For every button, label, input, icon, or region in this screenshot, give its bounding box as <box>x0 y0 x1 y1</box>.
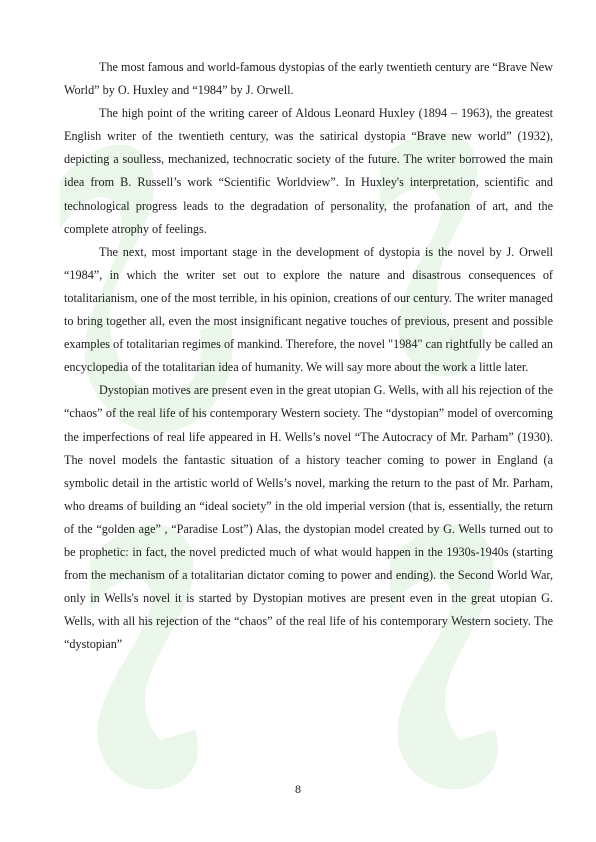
paragraph-wells: Dystopian motives are present even in the great utopian G. Wells, with all his rejection of the “chaos” of the real life of his contemporary Western society. The “dystopian” model of overcoming the imperfections of real life appeared in H. Wells’s novel “The Autocracy of Mr. Parham” (1930). The novel models the fantastic situation of a history teacher coming to power in England (a symbolic detail in the artistic world of Wells’s novel, marking the return to the past of Mr. Parham, who dreams of building an “ideal society” in the old imperial version (that is, essentially, the return of the “golden age” , “Paradise Lost”) Alas, the dystopian model created by G. Wells turned out to be prophetic: in fact, the novel predicted much of what would happen in the 1930s-1940s (starting from the mechanism of a totalitarian dictator coming to power and ending). the Second World War, only in Wells's novel it is started by Dystopian motives are present even in the great utopian G. Wells, with all his rejection of the “chaos” of the real life of his contemporary Western society. The “dystopian” <box>64 383 553 652</box>
document-body <box>64 56 553 656</box>
page-number: 8 <box>295 782 301 796</box>
paragraph-huxley: The high point of the writing career of Aldous Leonard Huxley (1894 – 1963), the greatest English writer of the twentieth century, was the satirical dystopia “Brave new world” (1932), depicting a soulless, mechanized, technocratic society of the future. The writer borrowed the main idea from B. Russell’s work “Scientific Worldview”. In Huxley's interpretation, scientific and technological progress leads to the degradation of personality, the profanation of art, and the complete atrophy of feelings. <box>64 106 553 236</box>
paragraph-orwell: The next, most important stage in the development of dystopia is the novel by J. Orwell “1984”, in which the writer set out to explore the nature and disastrous consequences of totalitarianism, one of the most terrible, in his opinion, creations of our century. The writer managed to bring together all, even the most insignificant negative touches of previous, present and possible examples of totalitarian regimes of mankind. Therefore, the novel "1984" can rightfully be called an encyclopedia of the totalitarian idea of humanity. We will say more about the work a little later. <box>64 244 553 375</box>
paragraph-intro: The most famous and world-famous dystopias of the early twentieth century are “Brave New World” by O. Huxley and “1984” by J. Orwell. <box>64 60 553 98</box>
